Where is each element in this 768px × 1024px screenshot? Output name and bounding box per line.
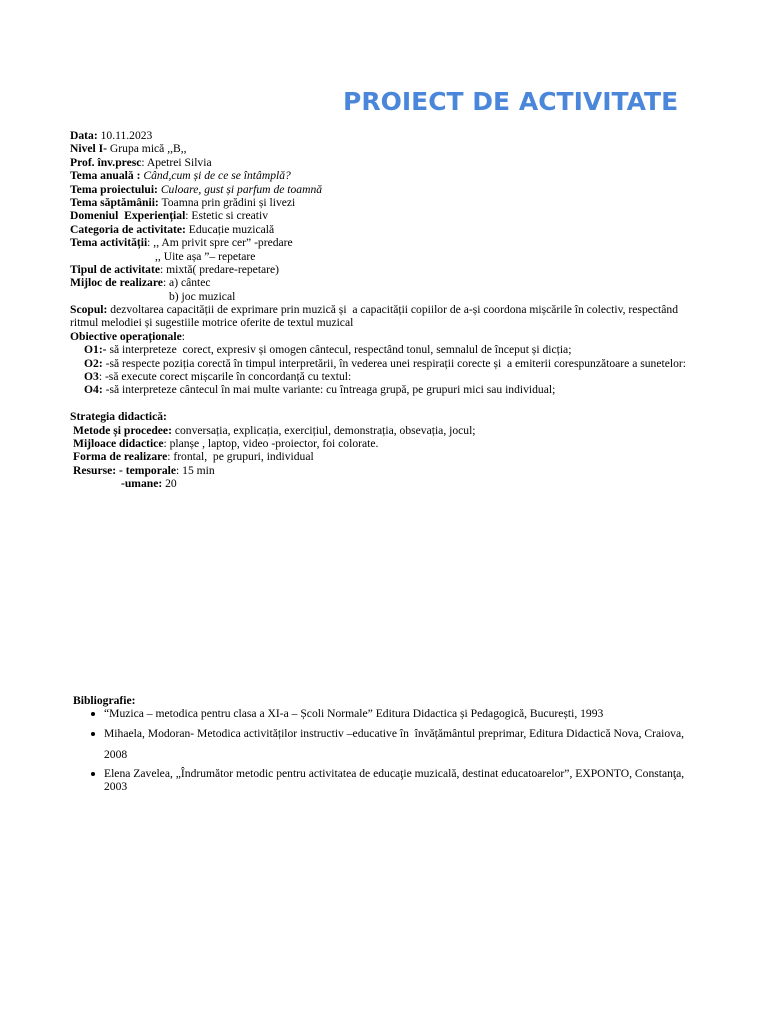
activity-type-value: : mixtă( predare-repetare) bbox=[159, 262, 280, 276]
activity-theme-continued bbox=[70, 250, 705, 263]
bibliography-list bbox=[73, 707, 705, 793]
methods-field bbox=[70, 424, 705, 437]
project-theme-label: Tema proiectului: bbox=[70, 182, 158, 196]
strategy-heading: Strategia didactică: bbox=[70, 410, 167, 424]
level-value: Grupa mică ,,B,, bbox=[107, 142, 187, 156]
time-resources-field bbox=[70, 464, 705, 477]
project-theme-field bbox=[70, 183, 705, 196]
teacher-field bbox=[70, 156, 705, 169]
experiential-domain-label: Domeniul Experiențial bbox=[70, 209, 186, 223]
date-field bbox=[70, 129, 705, 142]
experiential-domain-field bbox=[70, 209, 705, 222]
teaching-aids-label: Mijloace didactice bbox=[73, 437, 164, 451]
bibliography-item bbox=[73, 723, 705, 765]
bullet-icon bbox=[91, 712, 95, 716]
human-resources-value: 20 bbox=[162, 477, 177, 491]
bibliography-item bbox=[73, 707, 705, 720]
activity-category-value: Educație muzicală bbox=[185, 222, 275, 236]
weekly-theme-label: Tema săptămânii: bbox=[70, 195, 159, 209]
human-resources-field bbox=[70, 477, 705, 490]
objective-text: să interpreteze corect, expresiv și omogen cântecul, respectând tonul, semnalul de început și dicția; bbox=[106, 343, 572, 357]
activity-theme-value-continued: ,, Uite așa ”– repetare bbox=[155, 249, 256, 263]
objective-code: O3 bbox=[84, 370, 99, 384]
means-value-continued: b) joc muzical bbox=[169, 289, 236, 303]
date-value: 10.11.2023 bbox=[97, 129, 153, 142]
objective-item bbox=[70, 370, 705, 383]
activity-theme-field bbox=[70, 236, 705, 249]
objective-text: : -să execute corect mișcarile în concordanță cu textul: bbox=[98, 370, 352, 384]
experiential-domain-value: : Estetic si creativ bbox=[185, 209, 269, 223]
objective-item bbox=[70, 343, 705, 356]
activity-category-label: Categoria de activitate: bbox=[70, 222, 186, 236]
purpose-text: dezvoltarea capacității de exprimare prin muzică și a capacității copiilor de a-și coordona mișcările în colectiv, respectând ritmul melodiei și sugestiile motrice oferite de textul muzical bbox=[70, 303, 681, 330]
means-continued bbox=[70, 290, 705, 303]
date-label: Data: bbox=[70, 129, 98, 142]
activity-theme-label: Tema activității bbox=[70, 236, 148, 250]
purpose-paragraph bbox=[70, 303, 705, 330]
activity-details bbox=[70, 129, 705, 491]
means-label: Mijloc de realizare bbox=[70, 276, 163, 290]
weekly-theme-value: Toamna prin grădini și livezi bbox=[158, 195, 296, 209]
organization-form-label: Forma de realizare bbox=[73, 450, 168, 464]
bibliography-item-text: Mihaela, Modoran- Metodica activităților instructiv –educative în învățământul preprimar, Editura Didactică Nova, Craiova, 2008 bbox=[104, 726, 687, 761]
objective-code: O1:- bbox=[84, 343, 107, 357]
activity-theme-value: : ,, Am privit spre cer” -predare bbox=[147, 236, 293, 250]
teaching-aids-value: : planșe , laptop, video -proiector, foi colorate. bbox=[163, 437, 379, 451]
organization-form-value: : frontal, pe grupuri, individual bbox=[167, 450, 314, 464]
activity-type-field bbox=[70, 263, 705, 276]
bibliography-item-text: Elena Zavelea, „Îndrumător metodic pentru activitatea de educaţie muzicală, destinat educatoarelor”, EXPONTO, Constanţa, 2003 bbox=[104, 766, 688, 794]
teacher-label: Prof. înv.presc bbox=[70, 155, 142, 169]
activity-category-field bbox=[70, 223, 705, 236]
time-resources-value: : 15 min bbox=[176, 463, 215, 477]
project-theme-value: Culoare, gust și parfum de toamnă bbox=[157, 182, 323, 196]
weekly-theme-field bbox=[70, 196, 705, 209]
bibliography-item-text: “Muzica – metodica pentru clasa a XI-a – Școli Normale” Editura Didactica și Pedagogică, București, 1993 bbox=[104, 707, 604, 721]
human-resources-label: -umane: bbox=[121, 477, 163, 491]
bibliography bbox=[73, 694, 705, 794]
bibliography-heading: Bibliografie: bbox=[73, 694, 136, 707]
objectives-heading-label: Obiective operaționale bbox=[70, 329, 182, 343]
objective-code: O4: bbox=[84, 383, 103, 397]
means-field bbox=[70, 276, 705, 289]
teacher-value: : Apetrei Silvia bbox=[141, 155, 212, 169]
purpose-label: Scopul: bbox=[70, 303, 108, 317]
objective-text: -să interpreteze cântecul în mai multe variante: cu întreaga grupă, pe grupuri mici sau individual; bbox=[102, 383, 556, 397]
annual-theme-value: Când,cum și de ce se întâmplă? bbox=[140, 169, 291, 183]
objectives-heading-suffix: : bbox=[181, 329, 185, 343]
bullet-icon bbox=[91, 732, 95, 736]
methods-label: Metode și procedee: bbox=[73, 423, 172, 437]
activity-type-label: Tipul de activitate bbox=[70, 262, 160, 276]
annual-theme-field bbox=[70, 169, 705, 182]
methods-value: conversația, explicația, exercițiul, demonstrația, obsevația, jocul; bbox=[171, 423, 476, 437]
level-label: Nivel I- bbox=[70, 142, 108, 156]
objective-text: -să respecte poziția corectă în timpul interpretării, în vederea unei respirații corecte și a emiterii corespunzătoare a sunetelor: bbox=[102, 356, 686, 370]
objective-item bbox=[70, 383, 705, 396]
bullet-icon bbox=[91, 772, 95, 776]
objective-code: O2: bbox=[84, 356, 103, 370]
annual-theme-label: Tema anuală : bbox=[70, 169, 141, 183]
objective-item bbox=[70, 357, 705, 370]
bibliography-item bbox=[73, 767, 705, 794]
time-resources-label: Resurse: - temporale bbox=[73, 463, 177, 477]
objectives-heading bbox=[70, 330, 705, 343]
organization-form-field bbox=[70, 450, 705, 463]
means-value: : a) cântec bbox=[162, 276, 211, 290]
page-title: PROIECT DE ACTIVITATE bbox=[343, 87, 679, 116]
level-field bbox=[70, 142, 705, 155]
teaching-aids-field bbox=[70, 437, 705, 450]
